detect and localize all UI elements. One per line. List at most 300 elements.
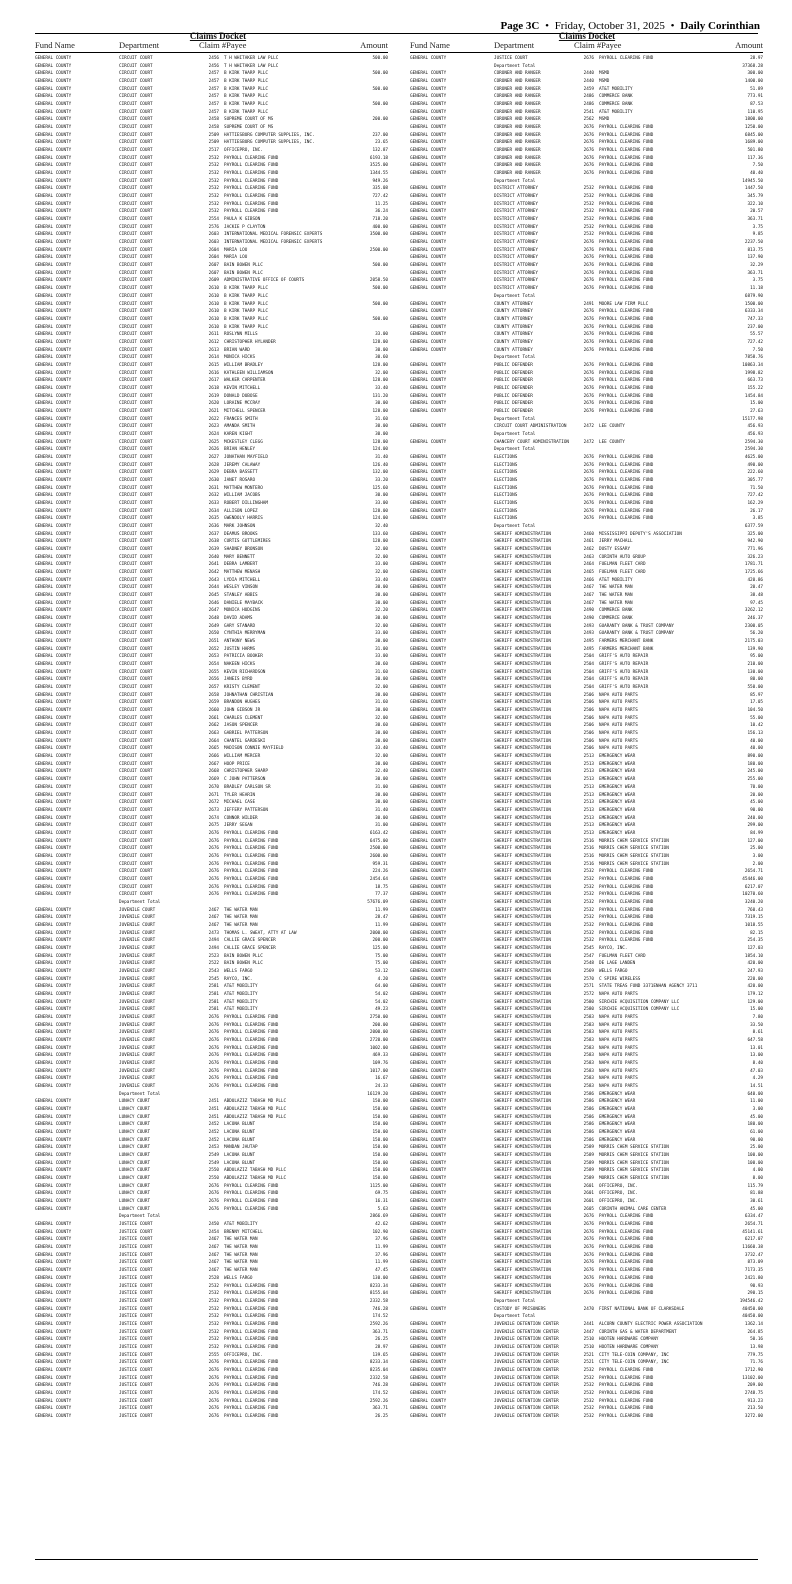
claim-number: 2457 <box>208 71 219 77</box>
amount: 128.00 <box>372 362 388 368</box>
claim-number: 2589 <box>583 1153 594 1159</box>
department: JUSTICE COURT <box>119 1390 153 1396</box>
claim-row <box>410 937 763 945</box>
department: CIRCUIT COURT <box>119 493 153 499</box>
payee: COMMERCE BANK <box>599 608 633 614</box>
department: CIRCUIT COURT <box>119 178 153 184</box>
department: Department Total <box>494 355 536 361</box>
amount: 117.36 <box>747 155 763 161</box>
claim-row <box>35 492 388 500</box>
claim-row <box>35 63 388 71</box>
amount: 3.00 <box>752 853 763 859</box>
claim-row <box>35 454 388 462</box>
amount: 137.90 <box>747 255 763 261</box>
claim-row <box>35 339 388 347</box>
fund-name: GENERAL COUNTY <box>410 217 447 223</box>
amount: 500.00 <box>372 301 388 307</box>
amount: 3272.00 <box>744 1413 763 1419</box>
fund-name: GENERAL COUNTY <box>35 1014 72 1020</box>
claim-row <box>410 577 763 585</box>
claim-number: 2676 <box>583 125 594 131</box>
department: Department Total <box>494 63 536 69</box>
payee: PAYROLL CLEARING FUND <box>224 178 279 184</box>
claim-row <box>410 1221 763 1229</box>
amount: 31.40 <box>375 454 388 460</box>
amount: 299.00 <box>747 823 763 829</box>
payee: PAYROLL CLEARING FUND <box>599 485 654 491</box>
claim-number: 2676 <box>208 1383 219 1389</box>
claim-number: 2676 <box>583 1260 594 1266</box>
payee: PAYROLL CLEARING FUND <box>599 922 654 928</box>
claim-number: 2532 <box>208 155 219 161</box>
amount: 10270.60 <box>742 892 763 898</box>
payee: PAYROLL CLEARING FUND <box>224 201 279 207</box>
payee: MONICA HICKS <box>224 355 256 361</box>
claim-number: 2457 <box>208 109 219 115</box>
fund-name: GENERAL COUNTY <box>410 109 447 115</box>
claim-row <box>410 1344 763 1352</box>
claim-row <box>35 1283 388 1291</box>
claim-row <box>410 185 763 193</box>
amount: 6879.90 <box>744 293 763 299</box>
claim-row <box>35 423 388 431</box>
claim-number: 2676 <box>583 247 594 253</box>
fund-name: GENERAL COUNTY <box>410 731 447 737</box>
fund-name: GENERAL COUNTY <box>35 232 72 238</box>
claim-number: 2453 <box>208 1145 219 1151</box>
claim-row <box>410 231 763 239</box>
payee: FUELMAN FLEET CARD <box>599 562 646 568</box>
amount: 1400.00 <box>744 79 763 85</box>
amount: 200.00 <box>372 117 388 123</box>
department: SHERIFF ADMINISTRATION <box>494 807 551 813</box>
claim-number: 2586 <box>583 1099 594 1105</box>
department: CIRCUIT COURT <box>119 723 153 729</box>
amount: 2600.00 <box>369 853 388 859</box>
claim-number: 2671 <box>208 792 219 798</box>
fund-name: GENERAL COUNTY <box>410 125 447 131</box>
payee: AT&T MOBILITY <box>599 577 633 583</box>
amount: 54.02 <box>375 999 388 1005</box>
fund-name: GENERAL COUNTY <box>410 631 447 637</box>
payee: MORRIS CHEM SERVICE STATION <box>599 1153 669 1159</box>
fund-name: GENERAL COUNTY <box>410 1291 447 1297</box>
department: CIRCUIT COURT <box>119 362 153 368</box>
payee: PAYROLL CLEARING FUND <box>224 1375 279 1381</box>
payee: AT&T MOBILITY <box>224 984 258 990</box>
payee: PATRICIA BOOKER <box>224 654 263 660</box>
fund-name: GENERAL COUNTY <box>410 56 447 61</box>
amount: 2654.71 <box>744 869 763 875</box>
payee: MSMD <box>599 71 610 77</box>
claim-number: 2550 <box>208 1168 219 1174</box>
fund-name: GENERAL COUNTY <box>410 846 447 852</box>
claim-number: 2676 <box>583 393 594 399</box>
fund-name: GENERAL COUNTY <box>35 968 72 974</box>
amount: 33.00 <box>375 654 388 660</box>
amount: 1125.00 <box>369 1183 388 1189</box>
department: SHERIFF ADMINISTRATION <box>494 769 551 775</box>
payee: PAYROLL CLEARING FUND <box>599 869 654 875</box>
payee: PAYROLL CLEARING FUND <box>599 339 654 345</box>
claim-row <box>35 1029 388 1037</box>
department: CORONER AND RANGER <box>494 71 541 77</box>
claim-row <box>410 1045 763 1053</box>
fund-name: GENERAL COUNTY <box>410 155 447 161</box>
department: PUBLIC DEFENDER <box>494 362 533 368</box>
payee: PAYROLL CLEARING FUND <box>599 500 654 506</box>
payee: THE WATER MAN <box>224 1245 258 1251</box>
fund-name: GENERAL COUNTY <box>410 876 447 882</box>
amount: 890.00 <box>747 754 763 760</box>
claim-number: 2676 <box>583 1214 594 1220</box>
payee: PAYROLL CLEARING FUND <box>599 1406 654 1412</box>
department: SHERIFF ADMINISTRATION <box>494 1245 551 1251</box>
claim-number: 2607 <box>208 270 219 276</box>
amount: 200.00 <box>372 938 388 944</box>
payee: MORRIS CHEM SERVICE STATION <box>599 853 669 859</box>
payee: PAYROLL CLEARING FUND <box>599 477 654 483</box>
payee: KRISTY CLEMENT <box>224 685 261 691</box>
payee: PAYROLL CLEARING FUND <box>224 1191 279 1197</box>
amount: 335.08 <box>372 186 388 192</box>
claim-number: 2617 <box>208 378 219 384</box>
amount: 125.00 <box>372 945 388 951</box>
fund-name: GENERAL COUNTY <box>35 132 72 138</box>
claim-number: 2532 <box>583 907 594 913</box>
department: SHERIFF ADMINISTRATION <box>494 631 551 637</box>
payee: B KIRK THARP PLLC <box>224 109 268 115</box>
amount: 33.00 <box>375 562 388 568</box>
department: SHERIFF ADMINISTRATION <box>494 1252 551 1258</box>
claim-number: 2611 <box>208 332 219 338</box>
fund-name: GENERAL COUNTY <box>35 485 72 491</box>
department: CORONER AND RANGER <box>494 86 541 92</box>
claim-number: 2652 <box>208 646 219 652</box>
fund-name: GENERAL COUNTY <box>35 639 72 645</box>
claim-number: 2676 <box>208 1061 219 1067</box>
payee: PAYROLL CLEARING FUND <box>224 1337 279 1343</box>
department: CIRCUIT COURT <box>119 593 153 599</box>
fund-name: GENERAL COUNTY <box>35 769 72 775</box>
payee: PAYROLL CLEARING FUND <box>224 1283 279 1289</box>
masthead-separator: • <box>670 20 675 32</box>
payee: THE WATER MAN <box>599 593 633 599</box>
payee: EMERGENCY WEAR <box>599 815 636 821</box>
fund-name: GENERAL COUNTY <box>35 623 72 629</box>
amount: 290.15 <box>747 1291 763 1297</box>
department: CIRCUIT COURT <box>119 339 153 345</box>
claim-number: 2532 <box>583 224 594 230</box>
amount: 31.00 <box>375 823 388 829</box>
department: PUBLIC DEFENDER <box>494 370 533 376</box>
claim-number: 2490 <box>583 616 594 622</box>
amount: 4.29 <box>752 1076 763 1082</box>
department: JUSTICE COURT <box>119 1367 153 1373</box>
payee: THE WATER MAN <box>224 907 258 913</box>
department: JUSTICE COURT <box>119 1291 153 1297</box>
department: SHERIFF ADMINISTRATION <box>494 654 551 660</box>
fund-name: GENERAL COUNTY <box>410 500 447 506</box>
fund-name: GENERAL COUNTY <box>35 692 72 698</box>
payee: DAVID ADAMS <box>224 616 253 622</box>
claim-row <box>35 1006 388 1014</box>
claim-number: 2676 <box>583 485 594 491</box>
fund-name: GENERAL COUNTY <box>410 715 447 721</box>
amount: 2866.69 <box>369 1214 388 1220</box>
payee: PAYROLL CLEARING FUND <box>599 1237 654 1243</box>
claim-row <box>410 1306 763 1314</box>
amount: 95.00 <box>750 654 763 660</box>
amount: 124.00 <box>372 516 388 522</box>
amount: 3.75 <box>752 278 763 284</box>
fund-name: GENERAL COUNTY <box>35 148 72 154</box>
payee: PAYROLL CLEARING FUND <box>599 324 654 330</box>
fund-name: GENERAL COUNTY <box>410 1214 447 1220</box>
department: LUNACY COURT <box>119 1145 151 1151</box>
fund-name: GENERAL COUNTY <box>35 731 72 737</box>
fund-name: GENERAL COUNTY <box>35 79 72 85</box>
claim-row <box>410 1352 763 1360</box>
claim-row <box>35 400 388 408</box>
fund-name: GENERAL COUNTY <box>410 754 447 760</box>
claim-row <box>410 730 763 738</box>
payee: WILLIAM JACOBS <box>224 493 261 499</box>
claim-number: 2676 <box>583 516 594 522</box>
amount: 8235.04 <box>369 1367 388 1373</box>
fund-name: GENERAL COUNTY <box>410 1306 447 1312</box>
payee: BRIAN WARD <box>224 347 250 353</box>
claim-number: 2532 <box>583 1390 594 1396</box>
fund-name: GENERAL COUNTY <box>410 1176 447 1182</box>
claim-number: 2466 <box>583 577 594 583</box>
payee: PAYROLL CLEARING FUND <box>224 1030 279 1036</box>
claim-number: 2674 <box>208 815 219 821</box>
payee: PAYROLL CLEARING FUND <box>224 869 279 875</box>
amount: 31.00 <box>375 646 388 652</box>
fund-name: GENERAL COUNTY <box>410 1260 447 1266</box>
department: CORONER AND RANGER <box>494 102 541 108</box>
amount: 31.40 <box>375 807 388 813</box>
amount: 128.00 <box>372 378 388 384</box>
amount: 115.79 <box>747 1183 763 1189</box>
department: DISTRICT ATTORNEY <box>494 286 538 292</box>
claim-number: 2532 <box>208 1283 219 1289</box>
payee: PAYROLL CLEARING FUND <box>599 1252 654 1258</box>
department: LUNACY COURT <box>119 1137 151 1143</box>
fund-name: GENERAL COUNTY <box>35 140 72 146</box>
claim-row <box>35 768 388 776</box>
fund-name: GENERAL COUNTY <box>410 1413 447 1419</box>
fund-name: GENERAL COUNTY <box>410 232 447 238</box>
claim-row <box>410 485 763 493</box>
claim-row <box>410 262 763 270</box>
claim-number: 2610 <box>208 324 219 330</box>
fund-name: GENERAL COUNTY <box>410 255 447 261</box>
amount: 30.61 <box>750 1199 763 1205</box>
payee: ABDULAZIZ TABASH MD PLLC <box>224 1176 287 1182</box>
amount: 1998.82 <box>744 370 763 376</box>
claim-number: 2676 <box>583 1245 594 1251</box>
claim-row <box>35 1306 388 1314</box>
fund-name: GENERAL COUNTY <box>410 547 447 552</box>
fund-name: GENERAL COUNTY <box>35 424 72 430</box>
payee: PAYROLL CLEARING FUND <box>224 1022 279 1028</box>
claim-row <box>410 753 763 761</box>
amount: 40450.00 <box>742 1306 763 1312</box>
department: CIRCUIT COURT <box>119 117 153 123</box>
claim-row <box>35 109 388 117</box>
claim-number: 2463 <box>583 554 594 560</box>
amount: 30.00 <box>375 692 388 698</box>
claim-number: 2569 <box>583 968 594 974</box>
claim-number: 2472 <box>583 439 594 445</box>
payee: JEFFERY PATTERSON <box>224 807 268 813</box>
claim-number: 2635 <box>208 516 219 522</box>
payee: PAYROLL CLEARING FUND <box>599 1367 654 1373</box>
amount: 30.00 <box>375 731 388 737</box>
fund-name: GENERAL COUNTY <box>35 585 72 591</box>
fund-name: GENERAL COUNTY <box>35 746 72 752</box>
claim-row <box>35 93 388 101</box>
department: JUVENILE COURT <box>119 1068 156 1074</box>
claim-row <box>410 853 763 861</box>
amount: 70.00 <box>750 784 763 790</box>
department: JUVENILE COURT <box>119 1084 156 1090</box>
payee: AT&T MOBILITY <box>599 109 633 115</box>
fund-name: GENERAL COUNTY <box>410 516 447 522</box>
claim-row <box>35 884 388 892</box>
fund-name: GENERAL COUNTY <box>35 807 72 813</box>
department: SHERIFF ADMINISTRATION <box>494 1229 551 1235</box>
department: CIRCUIT COURT <box>119 784 153 790</box>
fund-name: GENERAL COUNTY <box>35 539 72 545</box>
department-total-row <box>410 1313 763 1321</box>
claim-row <box>35 462 388 470</box>
claim-number: 2676 <box>208 1084 219 1090</box>
payee: AT&T MOBILITY <box>599 86 633 92</box>
department: CIRCUIT COURT <box>119 140 153 146</box>
payee: PAYROLL CLEARING FUND <box>224 1413 279 1419</box>
payee: PAYROLL CLEARING FUND <box>599 1245 654 1251</box>
department: SHERIFF ADMINISTRATION <box>494 907 551 913</box>
amount: 42.62 <box>375 1222 388 1228</box>
payee: DEBRA BASSETT <box>224 470 258 476</box>
department: SHERIFF ADMINISTRATION <box>494 623 551 629</box>
fund-name: GENERAL COUNTY <box>35 930 72 936</box>
claim-row <box>35 124 388 132</box>
amount: 54.02 <box>375 991 388 997</box>
claim-number: 2493 <box>583 631 594 637</box>
fund-name: GENERAL COUNTY <box>35 853 72 859</box>
claim-row <box>410 492 763 500</box>
payee: PAYROLL CLEARING FUND <box>599 401 654 407</box>
payee: PAYROLL CLEARING FUND <box>224 1406 279 1412</box>
payee: LACONA BLUNT <box>224 1153 256 1159</box>
department: JUSTICE COURT <box>119 1352 153 1358</box>
amount: 3.75 <box>752 224 763 230</box>
claim-row <box>35 868 388 876</box>
fund-name: GENERAL COUNTY <box>35 922 72 928</box>
department: CIRCUIT COURT <box>119 263 153 269</box>
claim-row <box>410 799 763 807</box>
column-headers <box>410 40 763 52</box>
department: JUVENILE DETENTION CENTER <box>494 1360 559 1366</box>
department: CIRCUIT COURT <box>119 63 153 69</box>
claim-row <box>410 630 763 638</box>
claim-number: 2676 <box>208 1398 219 1404</box>
claim-number: 2452 <box>208 1130 219 1136</box>
department: JUVENILE COURT <box>119 999 156 1005</box>
fund-name: GENERAL COUNTY <box>410 186 447 192</box>
fund-name: GENERAL COUNTY <box>35 1406 72 1412</box>
fund-name: GENERAL COUNTY <box>410 339 447 345</box>
claim-row <box>35 316 388 324</box>
department: SHERIFF ADMINISTRATION <box>494 562 551 568</box>
fund-name: GENERAL COUNTY <box>410 148 447 154</box>
payee: PAYROLL CLEARING FUND <box>599 247 654 253</box>
claim-number: 2676 <box>583 255 594 261</box>
fund-name: GENERAL COUNTY <box>35 892 72 898</box>
claim-row <box>410 1114 763 1122</box>
amount: 8.61 <box>752 1030 763 1036</box>
claim-row <box>410 270 763 278</box>
amount: 124.00 <box>372 447 388 453</box>
department: SHERIFF ADMINISTRATION <box>494 669 551 675</box>
claim-number: 2513 <box>583 784 594 790</box>
department: SHERIFF ADMINISTRATION <box>494 1107 551 1113</box>
amount: 6217.07 <box>744 1237 763 1243</box>
department: CIRCUIT COURT <box>119 408 153 414</box>
department: CIRCUIT COURT <box>119 109 153 115</box>
department: CIRCUIT COURT <box>119 416 153 422</box>
fund-name: GENERAL COUNTY <box>35 56 72 61</box>
payee: WESLEY VINSON <box>224 585 258 591</box>
amount: 30.00 <box>375 677 388 683</box>
amount: 127.03 <box>747 945 763 951</box>
claim-row <box>410 976 763 984</box>
department: PUBLIC DEFENDER <box>494 408 533 414</box>
department: Department Total <box>494 523 536 529</box>
claim-number: 2676 <box>208 1014 219 1020</box>
department: SHERIFF ADMINISTRATION <box>494 853 551 859</box>
payee: PAYROLL CLEARING FUND <box>224 1344 279 1350</box>
amount: 2300.05 <box>744 623 763 629</box>
department: SHERIFF ADMINISTRATION <box>494 715 551 721</box>
claim-row <box>35 285 388 293</box>
claim-number: 2451 <box>208 1099 219 1105</box>
claim-row <box>35 638 388 646</box>
claim-number: 2676 <box>208 876 219 882</box>
claim-row <box>410 761 763 769</box>
payee: BAIN BOWEN PLLC <box>224 961 263 967</box>
department: CIRCUIT COURT <box>119 731 153 737</box>
fund-name: GENERAL COUNTY <box>35 316 72 322</box>
department: JUVENILE DETENTION CENTER <box>494 1344 559 1350</box>
claim-row <box>35 408 388 416</box>
claim-number: 2532 <box>208 209 219 215</box>
claim-number: 2676 <box>583 370 594 376</box>
payee: AT&T MOBILITY <box>224 991 258 997</box>
fund-name: GENERAL COUNTY <box>410 991 447 997</box>
claim-number: 2447 <box>583 1329 594 1335</box>
claim-row <box>35 930 388 938</box>
fund-name: GENERAL COUNTY <box>35 401 72 407</box>
claim-number: 2676 <box>583 339 594 345</box>
amount: 2500.00 <box>369 247 388 253</box>
fund-name: GENERAL COUNTY <box>35 1344 72 1350</box>
department: CIRCUIT COURT <box>119 370 153 376</box>
